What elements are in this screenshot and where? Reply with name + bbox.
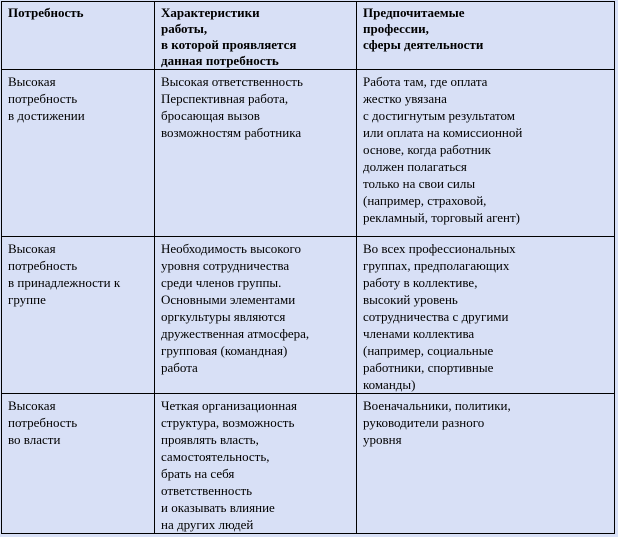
cell-text-line: работа: [161, 360, 198, 375]
cell-text-line: работу в коллективе,: [363, 275, 478, 290]
cell-text-line: (например, страховой,: [363, 193, 487, 208]
cell-text-line: возможностям работника: [161, 125, 302, 140]
table-row: [2, 70, 615, 237]
cell-text-line: высокий уровень: [363, 292, 458, 307]
cell-text-line: Основными элементами: [161, 292, 296, 307]
cell-text-line: брать на себя: [161, 466, 235, 481]
cell-text-line: должен полагаться: [363, 159, 467, 174]
cell-text-line: Военачальники, политики,: [363, 398, 511, 413]
cell-text-line: с достигнутым результатом: [363, 108, 515, 123]
cell-text-line: профессии,: [363, 21, 429, 36]
cell-text-line: во власти: [8, 432, 61, 447]
cell-text-line: Перспективная работа,: [161, 91, 289, 106]
header-row: [2, 2, 615, 70]
needs-table: [1, 1, 615, 534]
cell-text-line: в которой проявляется: [161, 37, 297, 52]
cell-text-line: Предпочитаемые: [363, 5, 465, 20]
need-cell: [2, 394, 155, 534]
cell-text-line: основе, когда работник: [363, 142, 491, 157]
cell-text-line: в принадлежности к: [8, 275, 121, 290]
cell-text-line: данная потребность: [161, 53, 279, 68]
cell-text-line: потребность: [8, 258, 78, 273]
cell-text-line: Высокая ответственность: [161, 74, 303, 89]
cell-text-line: членами коллектива: [363, 326, 475, 341]
header-preferred-professions: [357, 2, 615, 70]
cell-text-line: проявлять власть,: [161, 432, 259, 447]
cell-text-line: жестко увязана: [363, 91, 447, 106]
cell-text-line: только на свои силы: [363, 176, 476, 191]
cell-text-line: Работа там, где оплата: [363, 74, 488, 89]
cell-text-line: работники, спортивные: [363, 360, 494, 375]
cell-text-line: ответственность: [161, 483, 253, 498]
cell-text-line: структура, возможность: [161, 415, 295, 430]
cell-text-line: уровня: [363, 432, 402, 447]
table-row: [2, 394, 615, 534]
cell-text-line: команды): [363, 377, 416, 392]
cell-text-line: Необходимость высокого: [161, 241, 301, 256]
characteristics-cell: [155, 394, 357, 534]
characteristics-cell: [155, 70, 357, 237]
need-cell: [2, 237, 155, 394]
cell-text-line: оргкультуры являются: [161, 309, 286, 324]
cell-text-line: групповая (командная): [161, 343, 288, 358]
cell-text-line: Во всех профессиональных: [363, 241, 516, 256]
professions-cell: [357, 70, 615, 237]
cell-text-line: Высокая: [8, 241, 56, 256]
cell-text-line: среди членов группы.: [161, 275, 282, 290]
cell-text-line: Высокая: [8, 74, 56, 89]
cell-text-line: самостоятельность,: [161, 449, 270, 464]
cell-text-line: группе: [8, 292, 46, 307]
cell-text-line: сферы деятельности: [363, 37, 484, 52]
cell-text-line: на других людей: [161, 517, 254, 532]
header-need: [2, 2, 155, 70]
professions-cell: [357, 394, 615, 534]
cell-text-line: потребность: [8, 91, 78, 106]
cell-text-line: уровня сотрудничества: [161, 258, 290, 273]
cell-text-line: дружественная атмосфера,: [161, 326, 310, 341]
characteristics-cell: [155, 237, 357, 394]
cell-text-line: работы,: [161, 21, 208, 36]
cell-text-line: группах, предполагающих: [363, 258, 510, 273]
table-row: [2, 237, 615, 394]
cell-text-line: потребность: [8, 415, 78, 430]
cell-text-line: руководители разного: [363, 415, 485, 430]
cell-text-line: Характеристики: [161, 5, 260, 20]
header-work-characteristics: [155, 2, 357, 70]
cell-text-line: сотрудничества с другими: [363, 309, 509, 324]
cell-text-line: и оказывать влияние: [161, 500, 275, 515]
cell-text-line: Четкая организационная: [161, 398, 298, 413]
professions-cell: [357, 237, 615, 394]
cell-text-line: бросающая вызов: [161, 108, 260, 123]
cell-text-line: Высокая: [8, 398, 56, 413]
cell-text-line: в достижении: [8, 108, 85, 123]
cell-text-line: (например, социальные: [363, 343, 494, 358]
cell-text-line: Потребность: [8, 5, 84, 20]
cell-text-line: или оплата на комиссионной: [363, 125, 523, 140]
cell-text-line: рекламный, торговый агент): [363, 210, 520, 225]
need-cell: [2, 70, 155, 237]
